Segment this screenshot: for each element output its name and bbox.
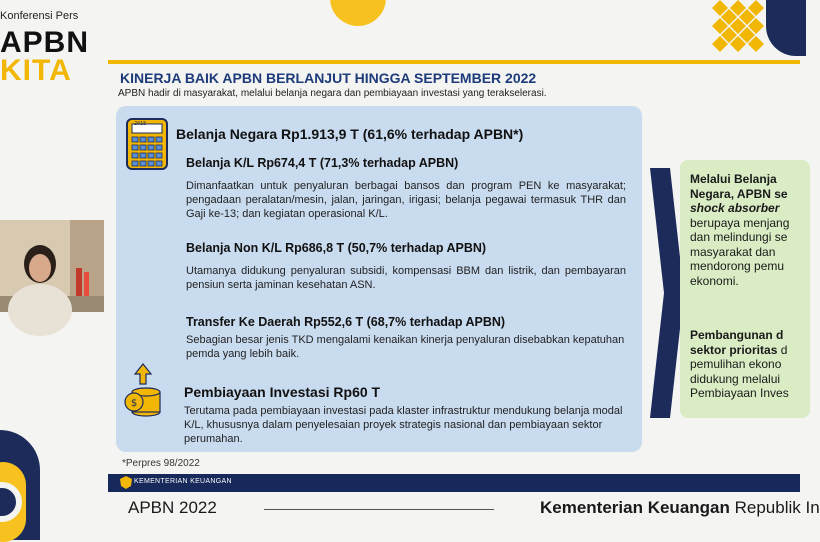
summary-text-2 xyxy=(690,328,800,401)
ministry-bar-label: KEMENTERIAN KEUANGAN xyxy=(134,478,232,485)
belanja-non-kl-body: Utamanya didukung penyaluran subsidi, kompensasi BBM dan listrik, dan pembayaran pensiun serta jaminan kesehatan ASN. xyxy=(186,265,626,291)
calculator-icon xyxy=(126,118,168,170)
summary-bold-1: Melalui Belanja Negara, APBN se xyxy=(690,172,788,201)
summary-body-2a: d xyxy=(777,342,788,357)
diamond-pattern-icon xyxy=(712,0,764,52)
corner-decoration xyxy=(766,0,806,56)
header-divider xyxy=(108,60,800,64)
arrow-right-icon xyxy=(650,168,684,418)
summary-text-1 xyxy=(690,172,800,288)
footer-apbn-year: APBN 2022 xyxy=(128,498,217,517)
logo-kita: KITA xyxy=(0,54,72,87)
belanja-kl-heading: Belanja K/L Rp674,4 T (71,3% terhadap APBN) xyxy=(186,156,459,170)
summary-body-2b: pemulihan ekono didukung melalui Pembiayaan Inves xyxy=(690,357,789,400)
svg-text:$: $ xyxy=(130,398,138,409)
transfer-daerah-body: Sebagian besar jenis TKD mengalami kenaikan kinerja penyaluran disebabkan kepatuhan pemda yang lebih baik. xyxy=(186,334,625,360)
footnote: *Perpres 98/2022 xyxy=(122,458,200,469)
footer-ministry-rest: Republik In xyxy=(729,498,820,517)
slide-title: KINERJA BAIK APBN BERLANJUT HINGGA SEPTEMBER 2022 xyxy=(120,70,537,86)
sun-decoration xyxy=(330,0,386,26)
coins-investment-icon xyxy=(122,362,164,418)
ministry-emblem-icon xyxy=(120,476,132,489)
belanja-non-kl-heading: Belanja Non K/L Rp686,8 T (50,7% terhadap APBN) xyxy=(186,241,487,255)
pembiayaan-heading: Pembiayaan Investasi Rp60 T xyxy=(184,384,381,400)
calculator-display: 2018 xyxy=(134,121,147,127)
speaker-video-thumbnail[interactable] xyxy=(0,220,104,312)
summary-body-1: berupaya menjang dan melindungi se masyarakat dan mendorong pemu ekonomi. xyxy=(690,215,790,288)
press-conference-label: Konferensi Pers xyxy=(0,10,79,22)
logo-apbn: APBN xyxy=(0,26,90,59)
speaker-avatar-icon xyxy=(0,220,104,312)
belanja-negara-heading: Belanja Negara Rp1.913,9 T (61,6% terhadap APBN*) xyxy=(176,126,524,142)
transfer-daerah-heading: Transfer Ke Daerah Rp552,6 T (68,7% terhadap APBN) xyxy=(186,315,506,329)
footer-divider xyxy=(264,509,494,510)
footer-ministry-bold: Kementerian Keuangan xyxy=(540,498,730,517)
summary-italic-1: shock absorber xyxy=(690,201,780,215)
pembiayaan-body: Terutama pada pembiayaan investasi pada klaster infrastruktur mendukung belanja modal K/L, khususnya dalam penyelesaian proyek strategis nasional dan pembiayaan sektor perumahan. xyxy=(184,405,623,445)
belanja-kl-body: Dimanfaatkan untuk penyaluran berbagai bansos dan program PEN ke masyarakat; pengadaan peralatan/mesin, jalan, jaringan, irigasi; belanja pegawai termasuk THR dan Gaji ke-13; dan kegiatan operasional K/L. xyxy=(186,180,626,220)
slide-subtitle: APBN hadir di masyarakat, melalui belanja negara dan pembiayaan investasi yang terakselerasi. xyxy=(118,88,547,99)
summary-bold-2: Pembangunan d sektor prioritas xyxy=(690,328,784,357)
footer-ministry-name xyxy=(540,498,820,518)
